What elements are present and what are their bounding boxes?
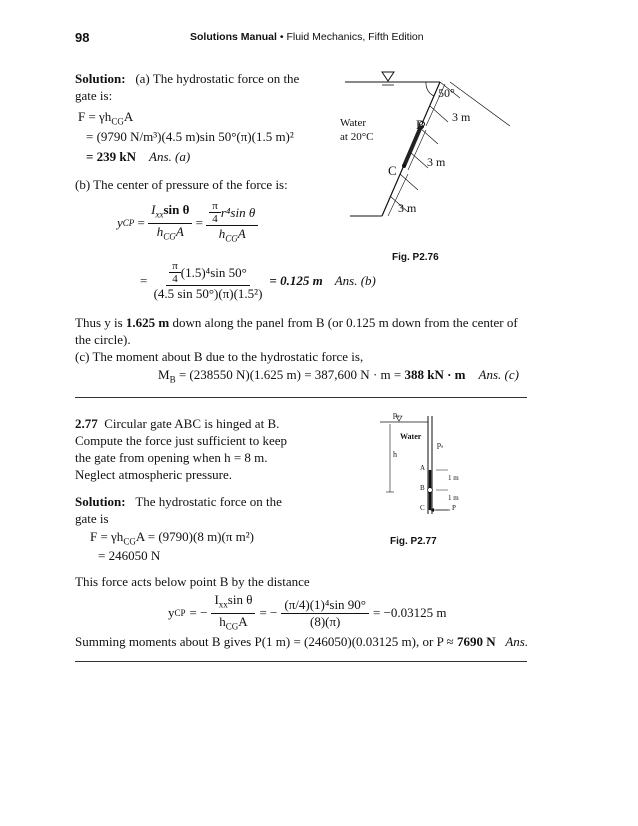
fig276-dim-bottom: 3 m: [398, 201, 417, 215]
fig276-label-c: C: [388, 163, 397, 178]
ycp-equation-2: = $\frac{\pi}{4}$ (1.5)⁴sin 50° (4.5 sin 50°)(π)(1.5²) = 0.125 m Ans. (b): [140, 260, 376, 301]
thus-line-1: Thus y is 1.625 m down along the panel from B (or 0.125 m down from the center of: [75, 315, 518, 330]
fig276-water-2: at 20°C: [340, 131, 374, 143]
solution-277-line1: Solution: The hydrostatic force on the: [75, 494, 282, 509]
fig276-dim-top: 3 m: [452, 110, 471, 124]
fig276-water-1: Water: [340, 117, 366, 129]
solution-276-line1: Solution: (a) The hydrostatic force on the: [75, 71, 300, 86]
force-equation-3: = 239 kN Ans. (a): [86, 149, 191, 164]
book-subtitle: Fluid Mechanics, Fifth Edition: [286, 31, 424, 43]
acts-text: This force acts below point B by the distance: [75, 574, 310, 589]
part-b-text: (b) The center of pressure of the force is:: [75, 177, 288, 192]
part-c-text: (c) The moment about B due to the hydrostatic force is,: [75, 349, 364, 364]
fig277-force-p: P: [452, 504, 456, 512]
force-equation-2: = (9790 N/m³)(4.5 m)sin 50°(π)(1.5 m)²: [86, 129, 294, 144]
problem-277-line2: Compute the force just sufficient to keep: [75, 433, 288, 448]
fig277-caption: Fig. P2.77: [390, 536, 437, 547]
fig276-dim-mid: 3 m: [427, 155, 446, 169]
bullet: •: [279, 31, 284, 43]
force-277-eq2: = 246050 N: [98, 548, 161, 563]
fig277-label-c: C: [420, 504, 425, 512]
fig277-water: Water: [400, 432, 422, 441]
fig277-label-a: A: [420, 464, 426, 472]
summing-text: Summing moments about B gives P(1 m) = (246050)(0.03125 m), or P ≈ 7690 N Ans.: [75, 634, 529, 649]
fig276-label-b: B: [416, 117, 425, 132]
force-equation-1: $F = \gamma h_{CG}A$: [78, 109, 134, 127]
page-number: 98: [75, 30, 90, 45]
section-divider-2: [75, 661, 527, 662]
fig277-h: h: [393, 450, 397, 459]
problem-277-line3: the gate from opening when h = 8 m.: [75, 450, 268, 465]
moment-equation: $M_B = (238550$ N)(1.625 m) = 387,600 N · m = 388 kN · m Ans. (c): [158, 367, 519, 385]
ycp-277-equation: y CP = − $\frac{I_{xx}\sin \theta}{h_{CG}A}$ = − $\frac{\text{(π/4)(1)⁴sin 90°}}{(8)(\pi)}$ = −0.03125 m: [168, 592, 447, 632]
problem-277-line4: Neglect atmospheric pressure.: [75, 467, 233, 482]
fig277-pa-top: pₐ: [393, 410, 400, 419]
book-title: Solutions Manual: [190, 31, 277, 43]
fig277-label-b: B: [420, 484, 425, 492]
section-divider-1: [75, 397, 527, 398]
fig277-dim-1: 1 m: [448, 474, 459, 482]
fig276-caption: Fig. P2.76: [392, 252, 439, 263]
problem-277-line1: 2.77 Circular gate ABC is hinged at B.: [75, 416, 280, 431]
fig276-angle: 50°: [438, 86, 455, 100]
force-277-eq1: $F = \gamma h_{CG}A = (9790)(8$ m)(π m²): [90, 529, 254, 547]
solution-276-line2: gate is:: [75, 88, 113, 103]
fig277-dim-2: 1 m: [448, 494, 459, 502]
solution-277-line2: gate is: [75, 511, 109, 526]
thus-line-2: the circle).: [75, 332, 131, 347]
fig277-pa-side: pₐ: [437, 440, 444, 449]
running-header: [190, 31, 424, 43]
ycp-equation-1: y CP = $\frac{I_{xx}\sin \theta}{h_{CG}A}$ = $\frac{\pi}{4}$ r⁴sin θ $h_{CG}A$: [117, 200, 258, 247]
